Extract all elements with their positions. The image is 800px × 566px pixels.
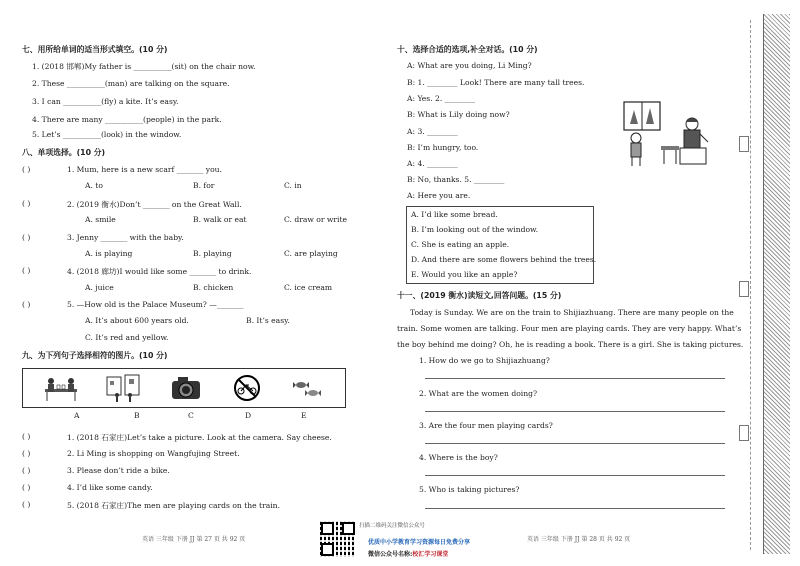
- margin-box: [739, 281, 749, 297]
- fold-line: [750, 20, 751, 550]
- wechat-label-text: 微信公众号名称:: [368, 551, 413, 558]
- answer-line[interactable]: [425, 508, 725, 509]
- s11-question-2: 2. What are the women doing?: [419, 389, 538, 398]
- footer-page-right: 英语 三年级 下册 JJ 第 28 页 共 92 页: [527, 536, 631, 543]
- s10-line-4: B: What is Lily doing now?: [407, 110, 510, 119]
- answer-paren: ( ): [22, 233, 31, 242]
- answer-line[interactable]: [425, 378, 725, 379]
- s10-line-7: A: 4. ________: [407, 159, 458, 168]
- s10-option-e: E. Would you like an apple?: [411, 270, 518, 279]
- answer-line[interactable]: [425, 443, 725, 444]
- s10-line-6: B: I’m hungry, too.: [407, 143, 479, 152]
- s8-q5-option-a: A. It’s about 600 years old.: [85, 316, 189, 325]
- section-10-title: 十、选择合适的选项,补全对话。(10 分): [397, 45, 538, 54]
- s8-question-1: 1. Mum, here is a new scarf _______ you.: [67, 165, 222, 174]
- s8-question-4: 4. (2018 廊坊)I would like some _______ to drink.: [67, 267, 252, 276]
- s10-line-1: A: What are you doing, Li Ming?: [407, 61, 532, 70]
- camera-picture: [168, 373, 204, 403]
- s10-line-9: A: Here you are.: [407, 191, 471, 200]
- answer-line[interactable]: [425, 411, 725, 412]
- picture-label-a: A: [74, 411, 80, 420]
- margin-box: [739, 425, 749, 441]
- scan-qr-text: 扫描二维码关注微信公众号: [359, 523, 426, 529]
- s8-q2-option-b: B. walk or eat: [193, 215, 247, 224]
- s7-question-2: 2. These __________(man) are talking on the square.: [32, 79, 230, 88]
- s8-q5-option-c: C. It’s red and yellow.: [85, 333, 169, 342]
- s11-question-3: 3. Are the four men playing cards?: [419, 421, 553, 430]
- s9-question-3: 3. Please don’t ride a bike.: [67, 466, 170, 475]
- picture-strip: [22, 368, 346, 408]
- answer-paren: ( ): [22, 266, 31, 275]
- s9-question-4: 4. I’d like some candy.: [67, 483, 153, 492]
- children-window-illustration: [606, 98, 716, 168]
- wechat-account-name: 校汇学习课堂: [412, 551, 449, 558]
- s8-q3-option-a: A. is playing: [85, 249, 133, 258]
- answer-paren: ( ): [22, 300, 31, 309]
- answer-line[interactable]: [425, 475, 725, 476]
- s10-line-5: A: 3. ________: [407, 127, 458, 136]
- s8-q1-option-c: C. in: [284, 181, 302, 190]
- answer-paren: ( ): [22, 432, 31, 441]
- s11-question-1: 1. How do we go to Shijiazhuang?: [419, 356, 550, 365]
- picture-label-e: E: [301, 411, 307, 420]
- s8-q5-option-b: B. It’s easy.: [246, 316, 290, 325]
- section-7-title: 七、用所给单词的适当形式填空。(10 分): [22, 45, 168, 54]
- picture-label-b: B: [134, 411, 140, 420]
- s8-q1-option-a: A. to: [85, 181, 103, 190]
- s8-question-2: 2. (2019 衡水)Don’t _______ on the Great Wall.: [67, 200, 242, 209]
- s9-question-5: 5. (2018 石家庄)The men are playing cards on the train.: [67, 501, 280, 510]
- s11-question-5: 5. Who is taking pictures?: [419, 485, 520, 494]
- wechat-label: [368, 549, 448, 558]
- qr-code[interactable]: [320, 521, 356, 557]
- s11-question-4: 4. Where is the boy?: [419, 453, 498, 462]
- s7-question-5: 5. Let’s __________(look) in the window.: [32, 130, 182, 139]
- s7-question-4: 4. There are many __________(people) in the park.: [32, 115, 222, 124]
- promo-text: 优质中小学教育学习资源每日免费分享: [368, 539, 471, 546]
- passage-line-3: the boy behind me doing? Oh, he is reading a book. There is a girl. She is taking pictures.: [397, 340, 744, 349]
- s8-q2-option-c: C. draw or write: [284, 215, 348, 224]
- no-bike-sign-picture: [229, 373, 265, 403]
- answer-paren: ( ): [22, 466, 31, 475]
- picture-label-d: D: [245, 411, 252, 420]
- s7-question-1: 1. (2018 邯郸)My father is __________(sit) on the chair now.: [32, 62, 256, 71]
- s7-question-3: 3. I can __________(fly) a kite. It’s easy.: [32, 97, 179, 106]
- binding-pattern-strip: [763, 14, 790, 554]
- s8-q2-option-a: A. smile: [85, 215, 116, 224]
- section-8-title: 八、单项选择。(10 分): [22, 148, 106, 157]
- section-11-title: 十一、(2019 衡水)读短文,回答问题。(15 分): [397, 291, 562, 300]
- answer-paren: ( ): [22, 165, 31, 174]
- playing-cards-picture: [43, 373, 79, 403]
- s10-line-2: B: 1. ________ Look! There are many tall trees.: [407, 78, 585, 87]
- s10-option-b: B. I’m looking out of the window.: [411, 225, 539, 234]
- s10-line-8: B: No, thanks. 5. ________: [407, 175, 505, 184]
- s9-question-1: 1. (2018 石家庄)Let’s take a picture. Look at the camera. Say cheese.: [67, 433, 332, 442]
- answer-paren: ( ): [22, 483, 31, 492]
- s10-line-3: A: Yes. 2. ________: [407, 94, 476, 103]
- section-9-title: 九、为下列句子选择相符的图片。(10 分): [22, 351, 168, 360]
- s8-q4-option-c: C. ice cream: [284, 283, 333, 292]
- s8-q1-option-b: B. for: [193, 181, 215, 190]
- s8-q4-option-b: B. chicken: [193, 283, 234, 292]
- s8-q3-option-b: B. playing: [193, 249, 232, 258]
- s8-question-3: 3. Jenny _______ with the baby.: [67, 233, 184, 242]
- passage-line-1: Today is Sunday. We are on the train to Shijiazhuang. There are many people on the: [410, 308, 734, 317]
- shopping-street-picture: [105, 373, 141, 403]
- s8-q3-option-c: C. are playing: [284, 249, 338, 258]
- s10-option-a: A. I’d like some bread.: [411, 210, 498, 219]
- s9-question-2: 2. Li Ming is shopping on Wangfujing Street.: [67, 449, 240, 458]
- margin-box: [739, 136, 749, 152]
- s10-option-c: C. She is eating an apple.: [411, 240, 510, 249]
- s10-option-d: D. And there are some flowers behind the trees.: [411, 255, 597, 264]
- answer-paren: ( ): [22, 500, 31, 509]
- candy-picture: [289, 373, 325, 403]
- picture-label-c: C: [188, 411, 194, 420]
- footer-page-left: 英语 三年级 下册 JJ 第 27 页 共 92 页: [142, 536, 246, 543]
- answer-paren: ( ): [22, 199, 31, 208]
- answer-paren: ( ): [22, 449, 31, 458]
- s8-q4-option-a: A. juice: [85, 283, 114, 292]
- passage-line-2: train. Some women are talking. Four men are playing cards. They are very happy. What’s: [397, 324, 742, 333]
- s8-question-5: 5. —How old is the Palace Museum? —_______: [67, 300, 244, 309]
